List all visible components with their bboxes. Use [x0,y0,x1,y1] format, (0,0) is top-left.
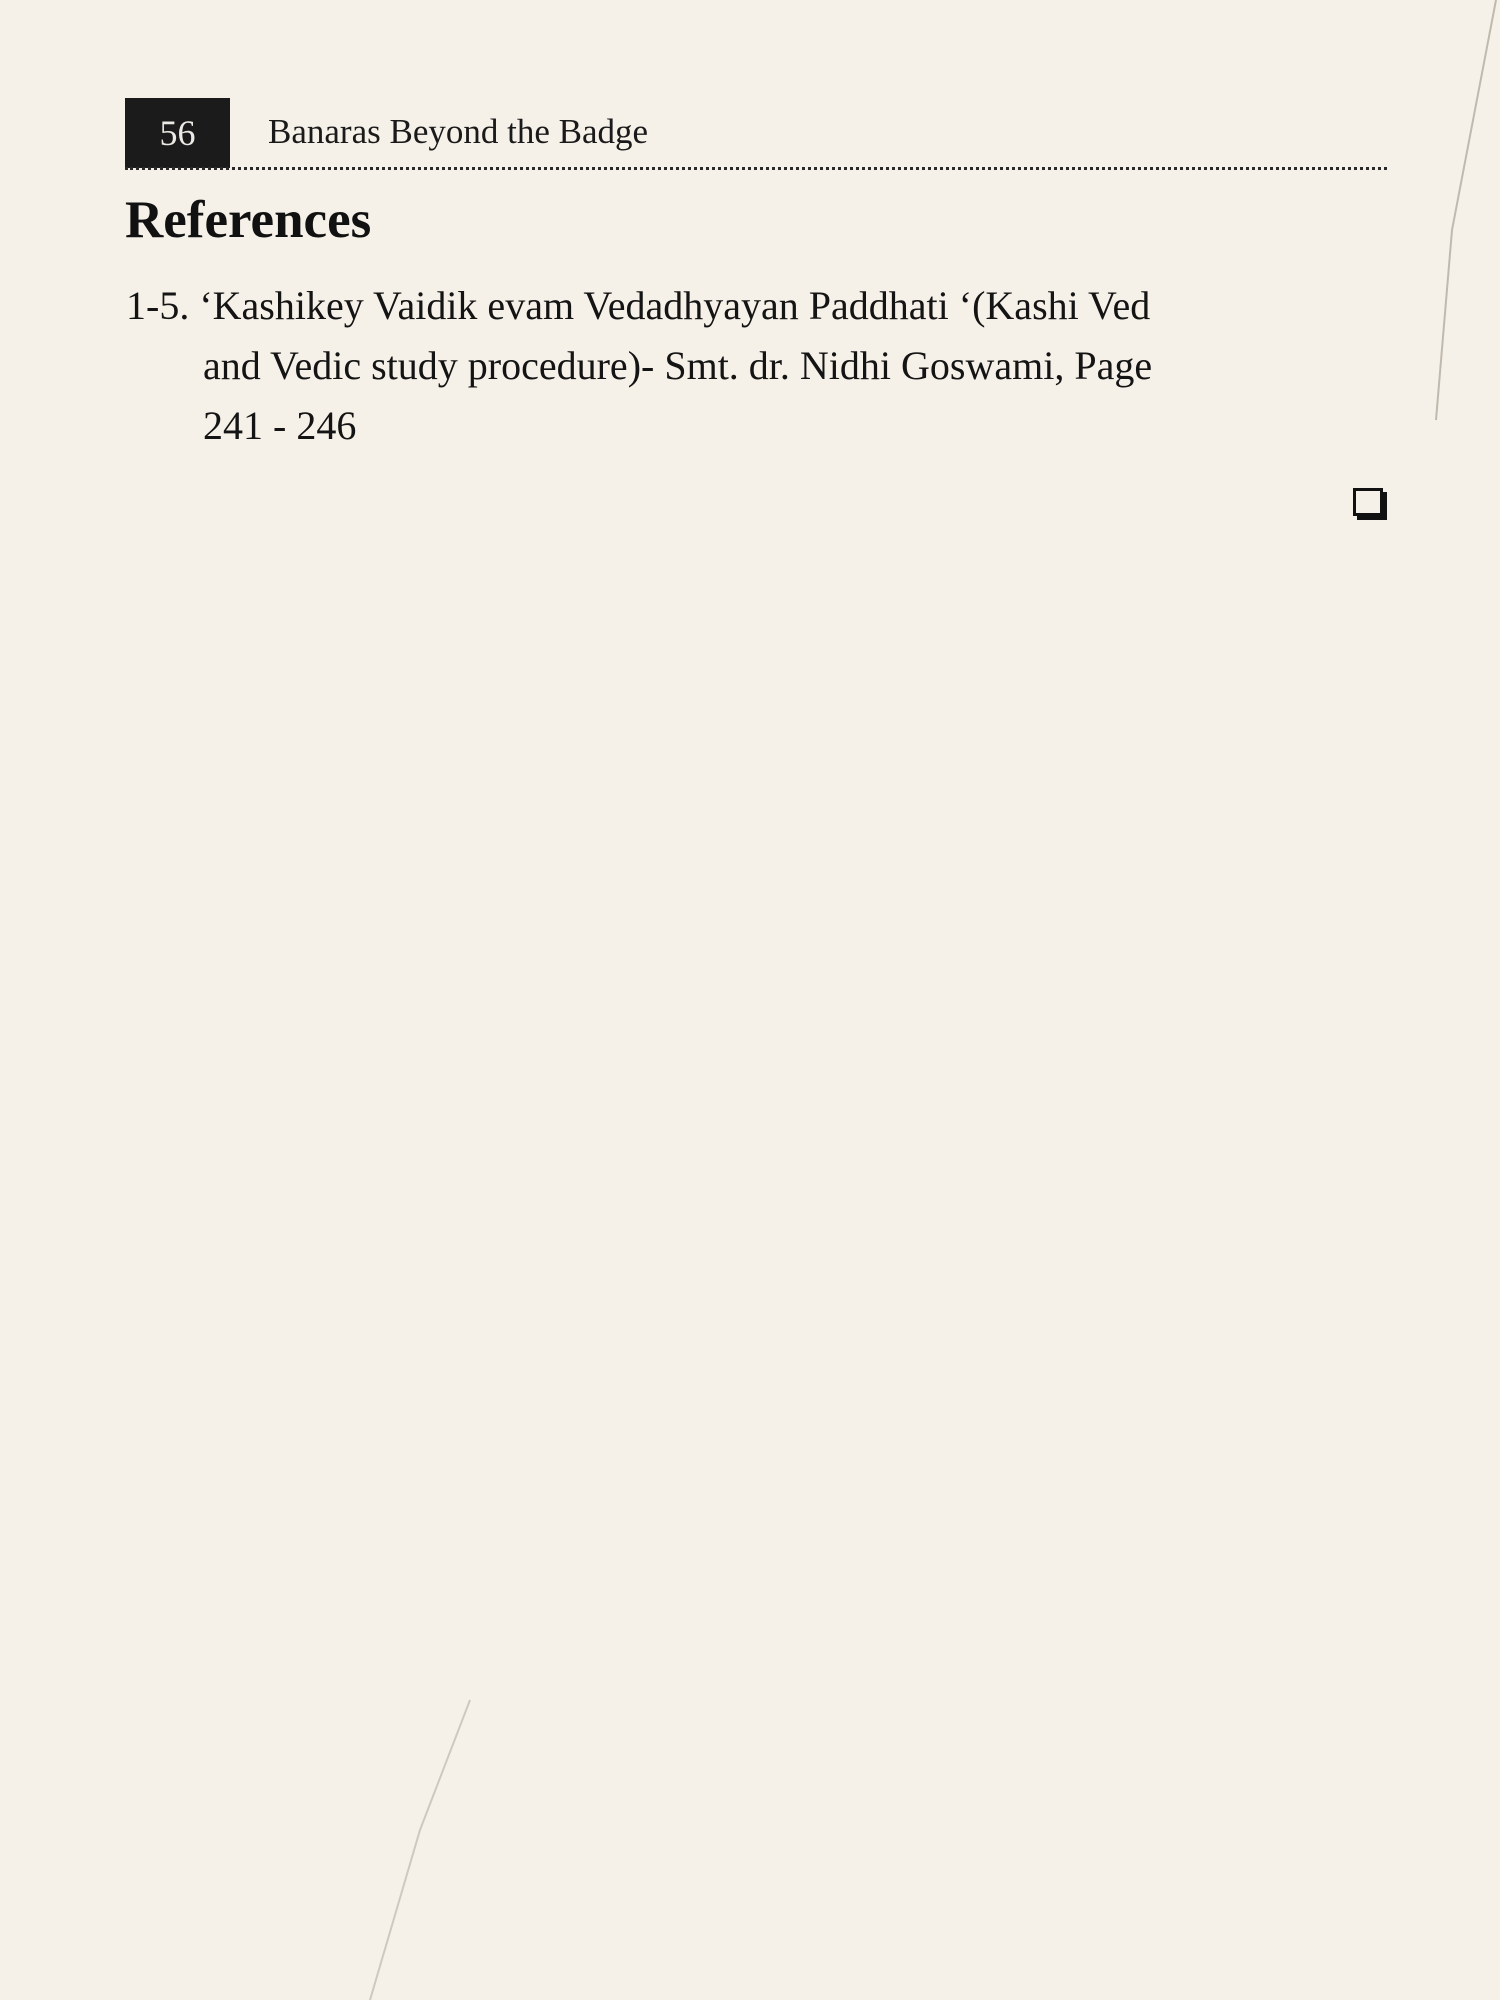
header-dotted-rule [125,167,1387,170]
reference-text-line-3: 241 - 246 [203,403,357,448]
hollow-square-icon [1353,488,1383,516]
page-number: 56 [125,98,230,168]
reference-text-line-2: and Vedic study procedure)- Smt. dr. Nidhi Goswami, Page [203,343,1153,388]
show-through-texture [128,430,1390,1910]
reference-line-1 [126,276,1150,336]
reference-number: 1-5. [126,283,190,328]
running-title: Banaras Beyond the Badge [268,112,649,151]
running-header [125,98,1387,168]
references-heading: References [125,191,372,249]
reference-text-line-1: ‘Kashikey Vaidik evam Vedadhyayan Paddhati ‘(Kashi Ved [199,283,1151,328]
